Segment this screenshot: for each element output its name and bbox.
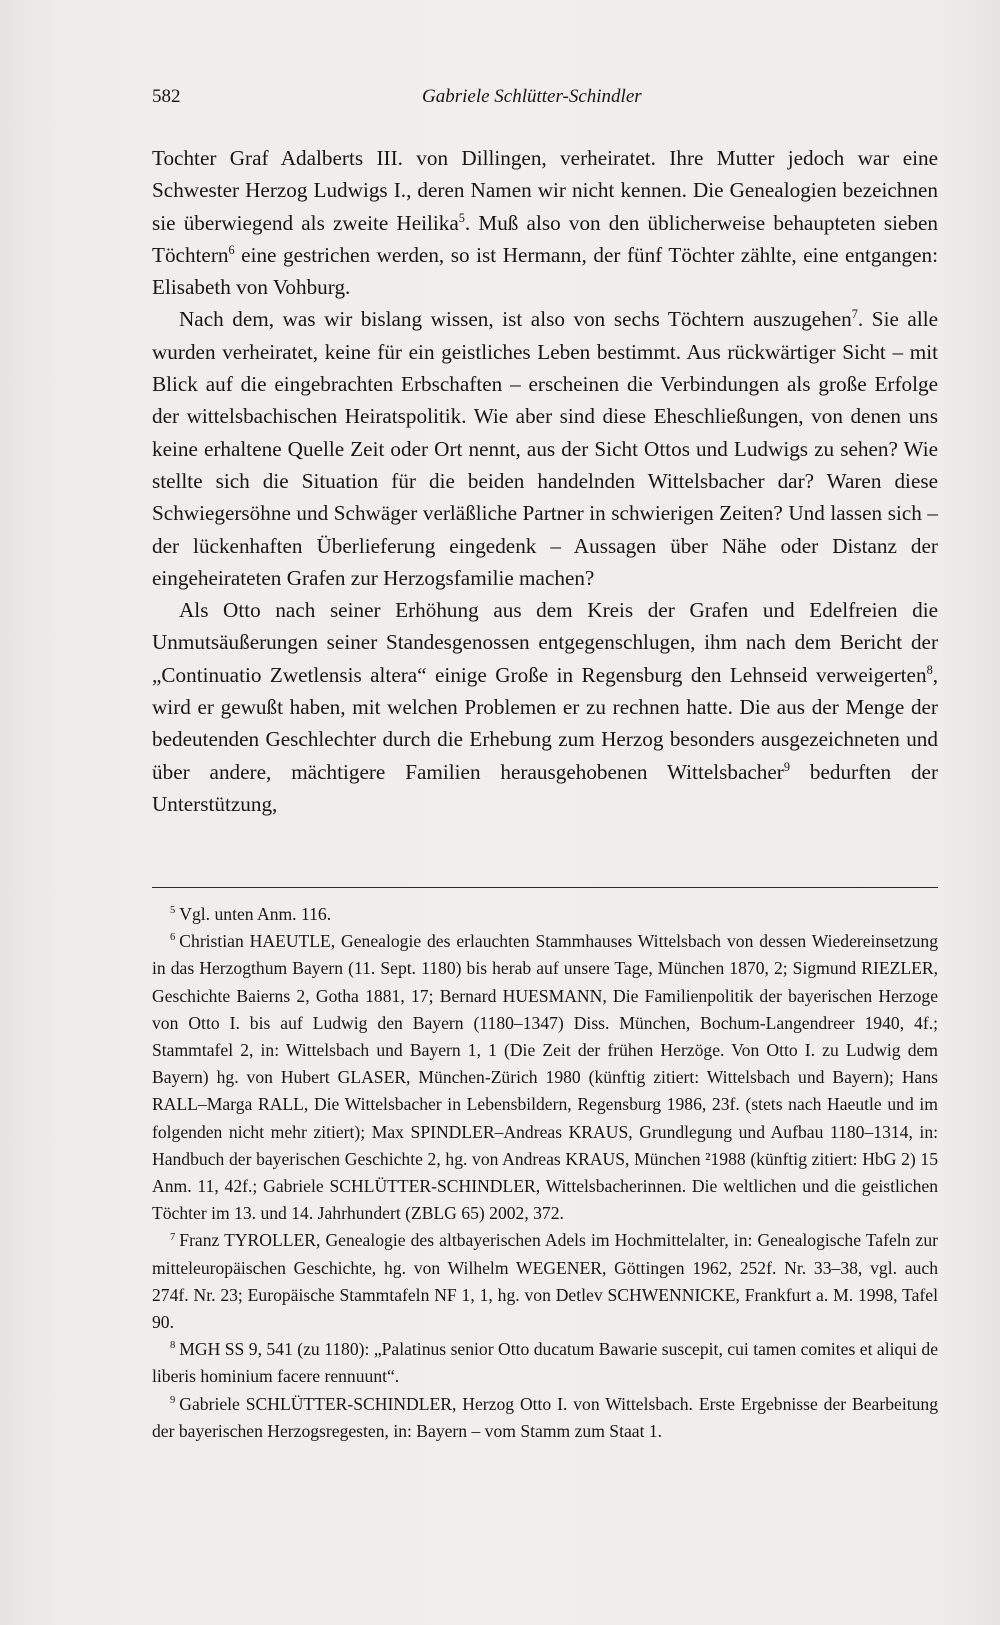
footnote-ref: 6 <box>228 242 235 257</box>
footnote <box>152 1336 938 1390</box>
text-run: bedurften der Unterstützung, <box>152 759 939 816</box>
footnote <box>152 901 938 928</box>
running-head <box>152 86 934 114</box>
footnote-ref: 7 <box>851 307 858 322</box>
footnote-separator <box>152 887 938 888</box>
paragraph <box>152 594 938 820</box>
footnote <box>152 1391 938 1445</box>
footnote-text: MGH SS 9, 541 (zu 1180): „Palatinus senior Otto ducatum Bawarie suscepit, cui tamen comites et aliqui de liberis hominium facere rennuunt“. <box>152 1339 938 1387</box>
footnote <box>152 928 938 1227</box>
footnote-ref: 8 <box>926 662 933 677</box>
text-run: Nach dem, was wir bislang wissen, ist also von sechs Töchtern auszugehen <box>179 307 852 332</box>
footnote-number: 9 <box>170 1394 176 1406</box>
text-run: , wird er gewußt haben, mit welchen Problemen er zu rechnen hatte. Die aus der Menge der bedeutenden Geschlechter durch die Erhebung zum Herzog besonders ausgezeichneten und über andere, mächtigere Familien herausgehobenen Wittelsbacher <box>152 662 938 784</box>
text-run: eine gestrichen werden, so ist Hermann, der fünf Töchter zählte, eine entgangen: Elisabeth von Vohburg. <box>152 242 938 300</box>
footnote-text: Vgl. unten Anm. 116. <box>179 904 332 924</box>
footnote-number: 8 <box>170 1340 176 1352</box>
footnote-ref: 5 <box>458 210 465 225</box>
footnote-ref: 9 <box>783 759 790 774</box>
footnote-number: 5 <box>170 905 176 917</box>
paragraph <box>152 142 938 303</box>
running-title: Gabriele Schlütter-Schindler <box>422 86 642 107</box>
text-run: . Sie alle wurden verheiratet, keine für ein geistliches Leben bestimmt. Aus rückwärtiger Sicht – mit Blick auf die eingebrachten Erbschaften – erscheinen die Verbindungen als große Erfolge der wittelsbachischen Heiratspolitik. Wie aber sind diese Eheschließungen, von denen uns keine erhaltene Quelle Zeit oder Ort nennt, aus der Sicht Ottos und Ludwigs zu sehen? Wie stellte sich die Situation für die beiden handelnden Wittelsbacher dar? Waren diese Schwiegersöhne und Schwäger verläßliche Partner in schwierigen Zeiten? Und lassen sich – der lückenhaften Überlieferung eingedenk – Aussagen über Nähe oder Distanz der eingeheirateten Grafen zur Herzogsfamilie machen? <box>152 307 938 590</box>
footnotes <box>152 901 938 1445</box>
main-text <box>152 142 938 820</box>
footnote-number: 7 <box>170 1231 176 1243</box>
text-run: . Muß also von den üblicherweise behaupteten sieben Töchtern <box>152 210 938 267</box>
footnote-text: Franz TYROLLER, Genealogie des altbayerischen Adels im Hochmittelalter, in: Genealogische Tafeln zur mitteleuropäischen Geschichte, hg. von Wilhelm WEGENER, Göttingen 1962, 252f. Nr. 33–38, vgl. auch 274f. Nr. 23; Europäische Stammtafeln NF 1, 1, hg. von Detlev SCHWENNICKE, Frankfurt a. M. 1998, Tafel 90. <box>152 1230 938 1333</box>
text-run: Als Otto nach seiner Erhöhung aus dem Kreis der Grafen und Edelfreien die Unmutsäußerungen seiner Standesgenossen entgegenschlugen, ihm nach dem Bericht der „Continuatio Zwetlensis altera“ einige Große in Regensburg den Lehnseid verweigerten <box>152 598 938 687</box>
footnote-number: 6 <box>170 932 176 944</box>
page-number: 582 <box>152 86 181 107</box>
footnote-text: Gabriele SCHLÜTTER-SCHINDLER, Herzog Otto I. von Wittelsbach. Erste Ergebnisse der Bearbeitung der bayerischen Herzogsregesten, in: Bayern – vom Stamm zum Staat 1. <box>152 1393 938 1441</box>
footnote <box>152 1227 938 1336</box>
paragraph <box>152 303 938 594</box>
text-run: Tochter Graf Adalberts III. von Dillingen, verheiratet. Ihre Mutter jedoch war eine Schwester Herzog Ludwigs I., deren Namen wir nicht kennen. Die Genealogien bezeichnen sie überwiegend als zweite Heilika <box>152 146 938 235</box>
footnote-text: Christian HAEUTLE, Genealogie des erlauchten Stammhauses Wittelsbach von dessen Wiedereinsetzung in das Herzogthum Bayern (11. Sept. 1180) bis herab auf unsere Tage, München 1870, 2; Sigmund RIEZLER, Geschichte Baierns 2, Gotha 1881, 17; Bernard HUESMANN, Die Familienpolitik der bayerischen Herzoge von Otto I. bis auf Ludwig den Bayern (1180–1347) Diss. München, Bochum-Langendreer 1940, 4f.; Stammtafel 2, in: Wittelsbach und Bayern 1, 1 (Die Zeit der frühen Herzöge. Von Otto I. zu Ludwig dem Bayern) hg. von Hubert GLASER, München-Zürich 1980 (künftig zitiert: Wittelsbach und Bayern); Hans RALL–Marga RALL, Die Wittelsbacher in Lebensbildern, Regensburg 1986, 23f. (stets nach Haeutle und im folgenden nicht mehr zitiert); Max SPINDLER–Andreas KRAUS, Grundlegung und Aufbau 1180–1314, in: Handbuch der bayerischen Geschichte 2, hg. von Andreas KRAUS, München ²1988 (künftig zitiert: HbG 2) 15 Anm. 11, 42f.; Gabriele SCHLÜTTER-SCHINDLER, Wittelsbacherinnen. Die weltlichen und die geistlichen Töchter im 13. und 14. Jahrhundert (ZBLG 65) 2002, 372. <box>152 931 938 1224</box>
